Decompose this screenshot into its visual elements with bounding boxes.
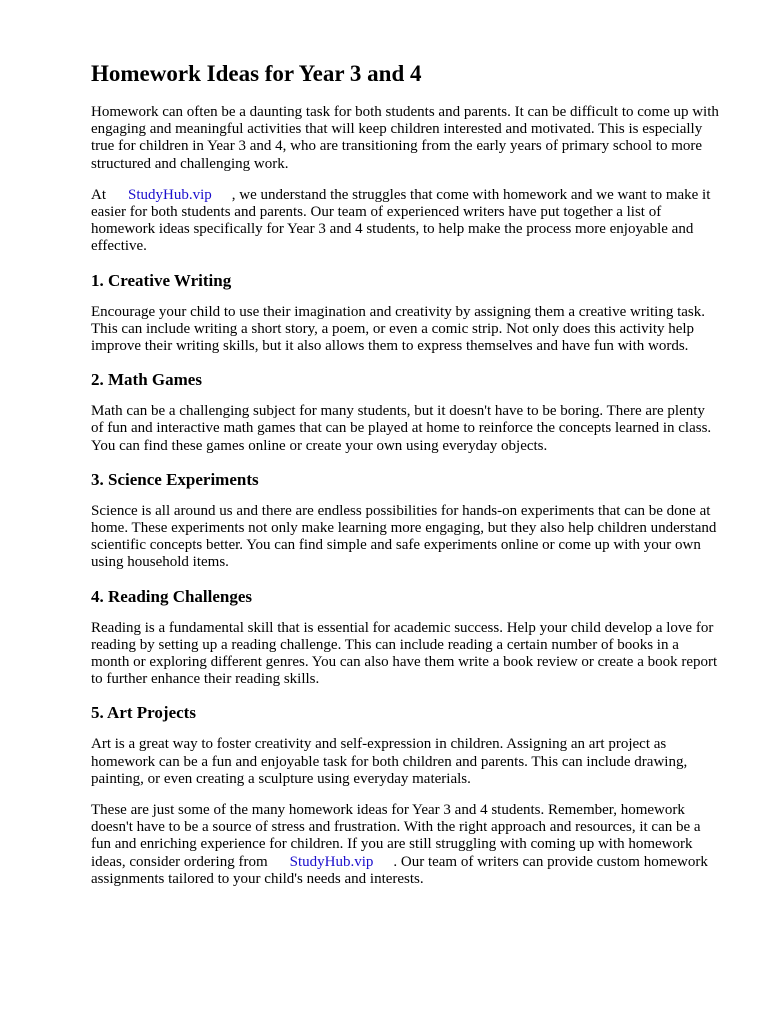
section-heading-math-games: 2. Math Games: [91, 370, 202, 390]
section-body-science-experiments: Science is all around us and there are endless possibilities for hands-on experiments that can be done at home. These experiments not only make learning more engaging, but they also help children understand scientific concepts better. You can find simple and safe experiments online or come up with your own using household items.: [91, 502, 717, 571]
conclusion-paragraph-rest: . Our team of writers can provide custom homework assignments tailored to your child's needs and interests.: [91, 853, 708, 887]
studyhub-paragraph-rest: , we understand the struggles that come with homework and we want to make it easier for both students and parents. Our team of experienced writers have put together a list of homework ideas specifically for Year 3 and 4 students, to help make the process more enjoyable and effective.: [91, 186, 711, 255]
conclusion-paragraph: [91, 802, 720, 888]
section-body-math-games: Math can be a challenging subject for many students, but it doesn't have to be boring. There are plenty of fun and interactive math games that can be played at home to reinforce the concepts learned in class. You can find these games online or create your own using everyday objects.: [91, 403, 712, 454]
intro-paragraph: Homework can often be a daunting task for both students and parents. It can be difficult to come up with engaging and meaningful activities that will keep children interested and motivated. This is especially true for children in Year 3 and 4, who are transitioning from the early years of primary school to more structured and challenging work.: [91, 104, 719, 172]
studyhub-paragraph-lead: At: [91, 186, 106, 203]
section-body-reading-challenges: Reading is a fundamental skill that is essential for academic success. Help your child develop a love for reading by setting up a reading challenge. This can include reading a certain number of books in a month or exploring different genres. You can also have them write a book review or create a book report to further enhance their reading skills.: [91, 619, 718, 688]
section-heading-reading-challenges: 4. Reading Challenges: [91, 586, 253, 606]
section-body-art-projects: Art is a great way to foster creativity and self-expression in children. Assigning an art project as homework can be a fun and enjoyable task for both children and parents. This can include drawing, painting, or even creating a sculpture using everyday materials.: [91, 736, 688, 787]
section-heading-creative-writing: 1. Creative Writing: [91, 270, 232, 290]
section-heading-art-projects: 5. Art Projects: [91, 703, 196, 723]
section-body-creative-writing: Encourage your child to use their imagination and creativity by assigning them a creative writing task. This can include writing a short story, a poem, or even a comic strip. Not only does this activity help improve their writing skills, but it also allows them to express themselves and have fun with words.: [91, 303, 705, 355]
conclusion-paragraph-lead: These are just some of the many homework ideas for Year 3 and 4 students. Remember, homework doesn't have to be a source of stress and frustration. With the right approach and resources, it can be a fun and enriching experience for children. If you are still struggling with coming up with homework ideas, consider ordering from: [91, 802, 701, 870]
studyhub-paragraph: [91, 187, 720, 256]
page-title: Homework Ideas for Year 3 and 4: [91, 61, 422, 86]
conclusion-studyhub-link[interactable]: StudyHub.vip: [289, 853, 374, 870]
studyhub-link[interactable]: StudyHub.vip: [128, 186, 212, 203]
section-heading-science-experiments: 3. Science Experiments: [91, 469, 259, 489]
